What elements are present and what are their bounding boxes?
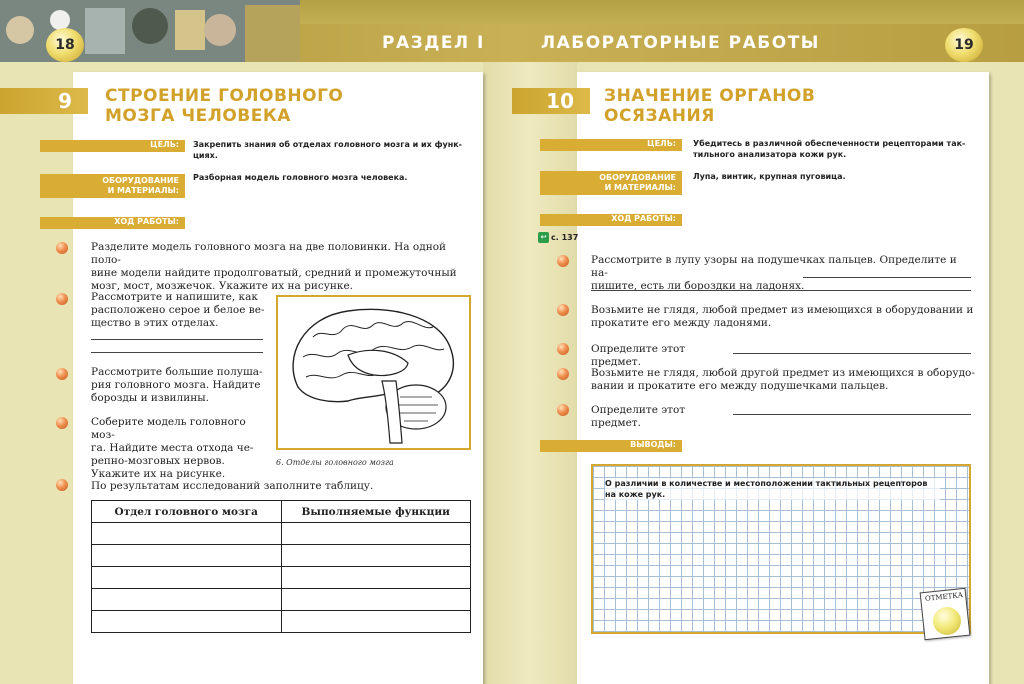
table-header-cell: Отдел головного мозга (92, 501, 282, 523)
text-line: щество в этих отделах. (91, 317, 219, 329)
text-line: Укажите их на рисунке. (91, 468, 226, 480)
text-line: на коже рук. (605, 490, 666, 499)
text-line: рия головного мозга. Найдите (91, 379, 261, 391)
text-line: Убедитесь в различной обеспеченности рецепторами так- (693, 139, 966, 148)
equipment-label (40, 174, 185, 198)
table-row (92, 611, 471, 633)
table-row (92, 589, 471, 611)
table-cell[interactable] (281, 545, 471, 567)
bullet-icon (557, 404, 569, 416)
text-line: циях. (193, 151, 218, 160)
step-text (591, 254, 976, 293)
bullet-icon (56, 293, 68, 305)
lab-number-left: 9 (0, 88, 88, 114)
text-line: Рассмотрите большие полуша- (91, 366, 263, 378)
results-table (91, 500, 471, 633)
answer-line[interactable] (733, 353, 971, 354)
title-line: СТРОЕНИЕ ГОЛОВНОГО (105, 86, 344, 106)
page-number-right: 19 (945, 28, 983, 62)
table-cell[interactable] (92, 611, 282, 633)
title-line: МОЗГА ЧЕЛОВЕКА (105, 106, 291, 126)
title-line: ЗНАЧЕНИЕ ОРГАНОВ (604, 86, 816, 106)
step-text (91, 291, 271, 330)
answer-line[interactable] (91, 352, 263, 353)
answer-line[interactable] (91, 339, 263, 340)
table-row (92, 523, 471, 545)
text-line: ОБОРУДОВАНИЕ (599, 173, 676, 182)
bullet-icon (557, 368, 569, 380)
lab-number-right: 10 (512, 88, 590, 114)
text-line: пишите, есть ли бороздки на ладонях. (591, 280, 805, 292)
table-cell[interactable] (92, 567, 282, 589)
page-reference-text: с. 137 (551, 233, 579, 242)
header-photo-collage (0, 0, 300, 62)
equipment-text: Лупа, винтик, крупная пуговица. (693, 172, 846, 181)
bullet-icon (557, 343, 569, 355)
page-reference[interactable] (538, 232, 578, 243)
table-cell[interactable] (281, 523, 471, 545)
step-text (91, 416, 271, 481)
step-text (591, 367, 976, 393)
reference-icon: ↩ (538, 232, 549, 243)
table-cell[interactable] (92, 589, 282, 611)
text-line: вании и прокатите его между подушечками пальцев. (591, 380, 889, 392)
grade-label: ОТМЕТКА (924, 591, 964, 603)
section-title: РАЗДЕЛ I (382, 33, 485, 53)
text-line: Соберите модель головного моз- (91, 416, 246, 441)
text-line: Возьмите не глядя, любой другой предмет из имеющихся в оборудо- (591, 367, 975, 379)
text-line: И МАТЕРИАЛЫ: (107, 186, 179, 195)
text-line: тильного анализатора кожи рук. (693, 150, 847, 159)
table-cell[interactable] (281, 611, 471, 633)
step-text: Определите этот предмет. (591, 343, 686, 368)
bullet-icon (56, 242, 68, 254)
conclusions-label: ВЫВОДЫ: (540, 440, 682, 452)
text-line: И МАТЕРИАЛЫ: (604, 183, 676, 192)
procedure-label: ХОД РАБОТЫ: (40, 217, 185, 229)
step-text (591, 304, 976, 330)
text-line: ОБОРУДОВАНИЕ (102, 176, 179, 185)
bullet-icon (56, 368, 68, 380)
text-line: га. Найдите места отхода че- (91, 442, 254, 454)
equipment-label (540, 171, 682, 195)
brain-figure (276, 295, 471, 450)
conclusion-prompt (605, 478, 940, 500)
table-row (92, 545, 471, 567)
table-cell[interactable] (92, 523, 282, 545)
answer-line[interactable] (733, 414, 971, 415)
table-cell[interactable] (92, 545, 282, 567)
text-line: Закрепить знания об отделах головного мозга и их функ- (193, 140, 462, 149)
lab-title-left (105, 86, 343, 126)
table-cell[interactable] (281, 567, 471, 589)
lab-title-right (604, 86, 815, 126)
text-line: репно-мозговых нервов. (91, 455, 225, 467)
text-line: расположено серое и белое ве- (91, 304, 265, 316)
text-line: мозг, мост, мозжечок. Укажите их на рисунке. (91, 280, 354, 292)
procedure-label: ХОД РАБОТЫ: (540, 214, 682, 226)
goal-label: ЦЕЛЬ: (540, 139, 682, 151)
table-cell[interactable] (281, 589, 471, 611)
text-line: борозды и извилины. (91, 392, 209, 404)
step-text: По результатам исследований заполните таблицу. (91, 480, 374, 492)
figure-caption: 6. Отделы головного мозга (276, 458, 394, 467)
bullet-icon (56, 479, 68, 491)
text-line: вине модели найдите продолговатый, средний и промежуточный (91, 267, 457, 279)
lab-photo-illustration (0, 0, 300, 62)
equipment-text: Разборная модель головного мозга человека. (193, 173, 408, 182)
text-line: Разделите модель головного мозга на две половинки. На одной поло- (91, 241, 447, 266)
table-row (92, 567, 471, 589)
brain-illustration (278, 297, 469, 448)
chapter-title: ЛАБОРАТОРНЫЕ РАБОТЫ (541, 33, 820, 53)
table-header-row (92, 501, 471, 523)
bullet-icon (56, 417, 68, 429)
goal-label: ЦЕЛЬ: (40, 140, 185, 152)
step-text (91, 241, 476, 293)
text-line: Возьмите не глядя, любой предмет из имеющихся в оборудовании и (591, 304, 974, 316)
text-line: О различии в количестве и местоположении тактильных рецепторов (605, 479, 928, 488)
title-line: ОСЯЗАНИЯ (604, 106, 715, 126)
text-line: Рассмотрите и напишите, как (91, 291, 258, 303)
grade-seal-icon (933, 607, 961, 635)
page-number-left: 18 (46, 28, 84, 62)
goal-text (193, 139, 478, 161)
bullet-icon (557, 255, 569, 267)
text-line: прокатите его между ладонями. (591, 317, 772, 329)
answer-line[interactable] (591, 290, 971, 291)
bullet-icon (557, 304, 569, 316)
step-text (91, 366, 271, 405)
answer-line[interactable] (803, 277, 971, 278)
text-line: Рассмотрите в лупу узоры на подушечках пальцев. Определите и на- (591, 254, 957, 279)
goal-text (693, 138, 978, 160)
table-header-cell: Выполняемые функции (281, 501, 471, 523)
step-text: Определите этот предмет. (591, 404, 686, 429)
